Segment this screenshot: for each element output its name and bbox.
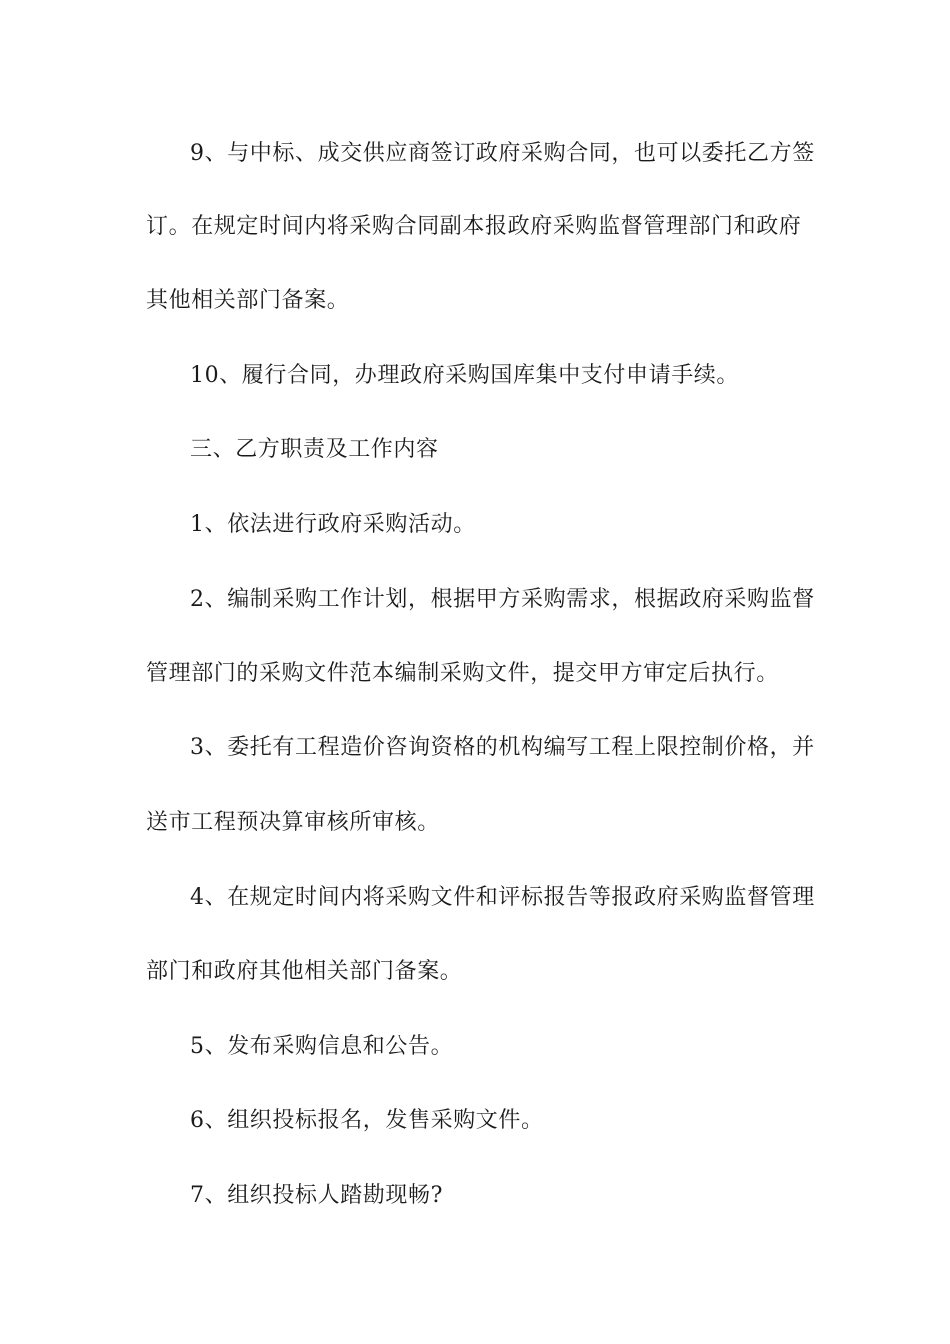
paragraph-line: 订。在规定时间内将采购合同副本报政府采购监督管理部门和政府	[146, 214, 802, 239]
paragraph-line: 部门和政府其他相关部门备案。	[146, 959, 463, 984]
paragraph-line: 其他相关部门备案。	[146, 288, 350, 313]
paragraph-line: 管理部门的采购文件范本编制采购文件，提交甲方审定后执行。	[146, 661, 779, 686]
paragraph-line: 送市工程预决算审核所审核。	[146, 810, 440, 835]
paragraph-line: 9、与中标、成交供应商签订政府采购合同，也可以委托乙方签	[190, 141, 815, 166]
paragraph-line: 7、组织投标人踏勘现畅?	[190, 1183, 443, 1208]
paragraph-line: 3、委托有工程造价咨询资格的机构编写工程上限控制价格，并	[190, 735, 815, 760]
paragraph-line: 2、编制采购工作计划，根据甲方采购需求，根据政府采购监督	[190, 587, 815, 612]
paragraph-line: 1、依法进行政府采购活动。	[190, 512, 476, 537]
paragraph-line: 4、在规定时间内将采购文件和评标报告等报政府采购监督管理	[190, 885, 815, 910]
paragraph-line: 5、发布采购信息和公告。	[190, 1034, 454, 1059]
section-heading: 三、乙方职责及工作内容	[190, 437, 439, 462]
paragraph-line: 10、履行合同，办理政府采购国库集中支付申请手续。	[190, 363, 739, 388]
paragraph-line: 6、组织投标报名，发售采购文件。	[190, 1108, 544, 1133]
